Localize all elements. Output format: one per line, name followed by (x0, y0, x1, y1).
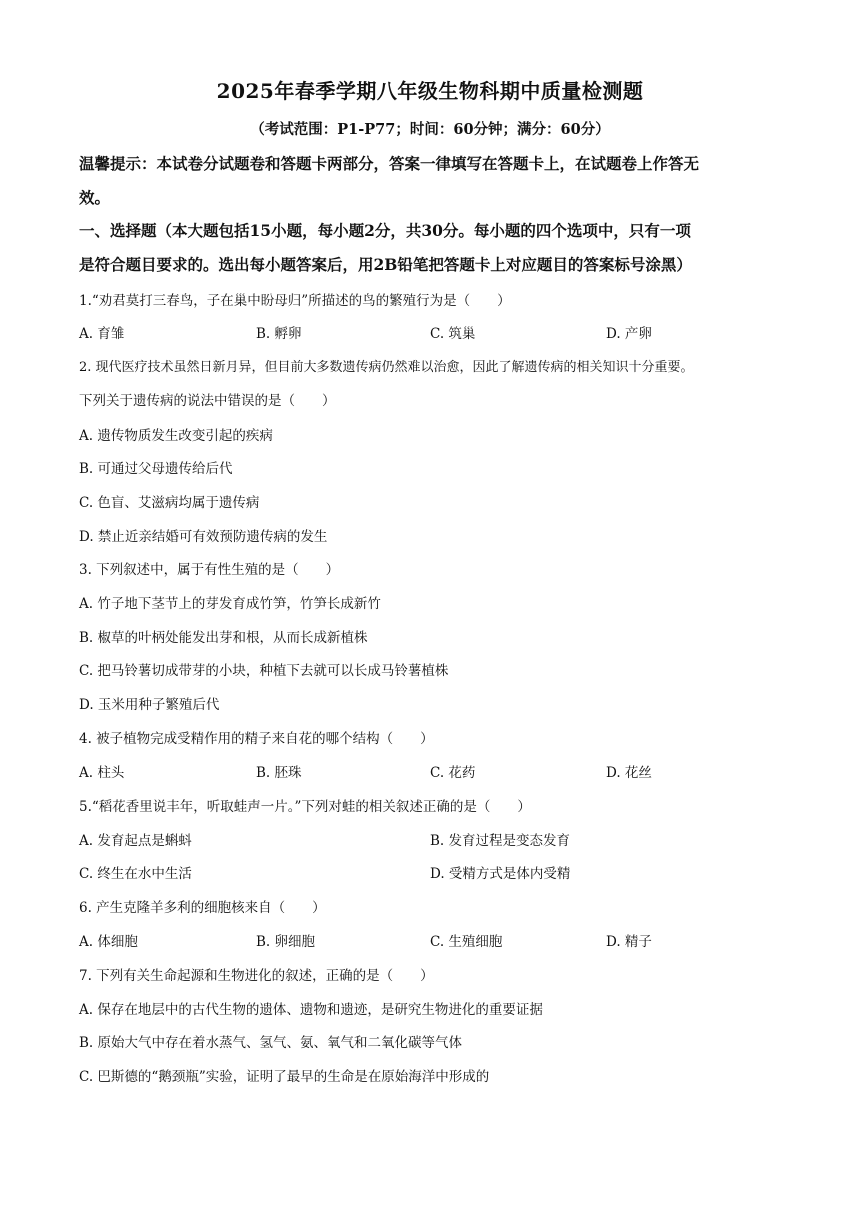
question-2-option-b: B. 可通过父母遗传给后代 (79, 461, 233, 477)
question-4-option-d: D. 花丝 (606, 765, 652, 781)
question-4-option-a: A. 柱头 (79, 765, 125, 781)
question-7-option-c: C. 巴斯德的“鹅颈瓶”实验，证明了最早的生命是在原始海洋中形成的 (79, 1069, 490, 1085)
question-4-option-b: B. 胚珠 (256, 765, 302, 781)
question-3-stem: 3. 下列叙述中，属于有性生殖的是（ ） (79, 562, 340, 578)
section-heading-line-1: 一、选择题（本大题包括15小题，每小题2分，共30分。每小题的四个选项中，只有一项 (79, 221, 691, 240)
question-2-option-d: D. 禁止近亲结婚可有效预防遗传病的发生 (79, 529, 328, 545)
question-2-stem-line-1: 2. 现代医疗技术虽然日新月异，但目前大多数遗传病仍然难以治愈，因此了解遗传病的相关知识十分重要。 (79, 360, 694, 375)
question-3-option-c: C. 把马铃薯切成带芽的小块，种植下去就可以长成马铃薯植株 (79, 663, 449, 679)
question-6-stem: 6. 产生克隆羊多利的细胞核来自（ ） (79, 900, 326, 916)
question-3-option-b: B. 椒草的叶柄处能发出芽和根，从而长成新植株 (79, 630, 368, 646)
question-7-stem: 7. 下列有关生命起源和生物进化的叙述，正确的是（ ） (79, 968, 434, 984)
question-1-option-d: D. 产卵 (606, 326, 652, 342)
question-1-option-a: A. 育雏 (79, 326, 125, 342)
question-5-option-a: A. 发育起点是蝌蚪 (79, 833, 192, 849)
question-6-option-a: A. 体细胞 (79, 934, 138, 950)
question-5-option-c: C. 终生在水中生活 (79, 866, 192, 882)
question-6-option-b: B. 卵细胞 (256, 934, 316, 950)
question-3-option-a: A. 竹子地下茎节上的芽发育成竹笋，竹笋长成新竹 (79, 596, 381, 612)
question-1-option-b: B. 孵卵 (256, 326, 302, 342)
question-5-option-d: D. 受精方式是体内受精 (430, 866, 571, 882)
question-4-stem: 4. 被子植物完成受精作用的精子来自花的哪个结构（ ） (79, 731, 434, 747)
page-title: 2025年春季学期八年级生物科期中质量检测题 (216, 79, 644, 103)
question-1-stem: 1.“劝君莫打三春鸟，子在巢中盼母归”所描述的鸟的繁殖行为是（ ） (79, 293, 511, 309)
section-heading-line-2: 是符合题目要求的。选出每小题答案后，用2B铅笔把答题卡上对应题目的答案标号涂黑） (79, 255, 692, 274)
question-2-option-c: C. 色盲、艾滋病均属于遗传病 (79, 495, 260, 511)
question-3-option-d: D. 玉米用种子繁殖后代 (79, 697, 220, 713)
notice-line-1: 温馨提示：本试卷分试题卷和答题卡两部分，答案一律填写在答题卡上，在试题卷上作答无 (79, 154, 700, 173)
question-5-option-b: B. 发育过程是变态发育 (430, 833, 571, 849)
question-2-stem-line-2: 下列关于遗传病的说法中错误的是（ ） (79, 393, 336, 409)
question-1-option-c: C. 筑巢 (430, 326, 476, 342)
notice-line-2: 效。 (79, 188, 111, 207)
question-4-option-c: C. 花药 (430, 765, 476, 781)
question-7-option-b: B. 原始大气中存在着水蒸气、氢气、氨、氧气和二氧化碳等气体 (79, 1035, 463, 1051)
question-6-option-c: C. 生殖细胞 (430, 934, 503, 950)
exam-info: （考试范围：P1-P77；时间：60分钟；满分：60分） (250, 121, 610, 138)
question-7-option-a: A. 保存在地层中的古代生物的遗体、遗物和遗迹，是研究生物进化的重要证据 (79, 1002, 543, 1018)
question-5-stem: 5.“稻花香里说丰年，听取蛙声一片。”下列对蛙的相关叙述正确的是（ ） (79, 799, 531, 815)
question-6-option-d: D. 精子 (606, 934, 652, 950)
question-2-option-a: A. 遗传物质发生改变引起的疾病 (79, 428, 273, 444)
